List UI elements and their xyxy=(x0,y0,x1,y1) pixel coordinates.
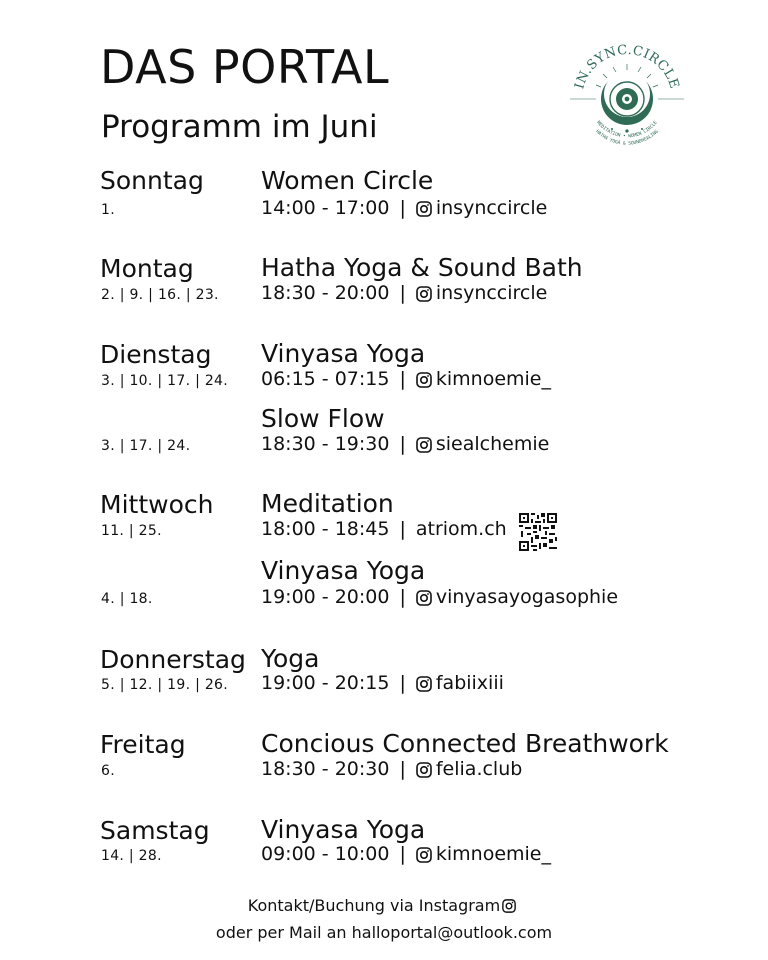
instagram-icon xyxy=(416,201,432,217)
event-time-row xyxy=(261,435,549,454)
event-title: Hatha Yoga & Sound Bath xyxy=(261,253,583,282)
dates-dienstag-2: 3. | 17. | 24. xyxy=(101,438,191,454)
instagram-icon xyxy=(416,286,432,302)
day-label-samstag: Samstag xyxy=(100,816,210,845)
dates-samstag: 14. | 28. xyxy=(101,848,162,864)
instagram-icon xyxy=(416,437,432,453)
day-label-dienstag: Dienstag xyxy=(100,340,212,369)
separator: | xyxy=(399,843,406,865)
event-title: Vinyasa Yoga xyxy=(261,815,426,844)
logo-text-bottom2: HATHA YOGA & SOUNDHEALING xyxy=(594,129,660,147)
instagram-icon xyxy=(416,590,432,606)
event-title: Slow Flow xyxy=(261,404,385,433)
event-time: 18:00 - 18:45 xyxy=(261,518,390,540)
dates-montag: 2. | 9. | 16. | 23. xyxy=(101,287,219,303)
instagram-handle[interactable]: vinyasayogasophie xyxy=(435,586,619,608)
day-label-montag: Montag xyxy=(100,254,194,283)
event-time-row xyxy=(261,760,522,779)
dates-mittwoch: 11. | 25. xyxy=(101,523,162,539)
event-time: 18:30 - 20:00 xyxy=(261,282,390,304)
logo-text-top: IN.SYNC.CIRCLE xyxy=(572,42,682,91)
event-time: 14:00 - 17:00 xyxy=(261,197,390,219)
event-time: 19:00 - 20:00 xyxy=(261,586,390,608)
event-time-row xyxy=(261,520,507,539)
event-title: Women Circle xyxy=(261,166,434,195)
dates-dienstag: 3. | 10. | 17. | 24. xyxy=(101,373,229,389)
instagram-handle[interactable]: fabiixiii xyxy=(435,672,504,694)
separator: | xyxy=(399,672,406,694)
event-title: Concious Connected Breathwork xyxy=(261,729,669,758)
event-time-row xyxy=(261,845,551,864)
instagram-handle[interactable]: siealchemie xyxy=(435,433,550,455)
footer-mail-line[interactable]: oder per Mail an halloportal@outlook.com xyxy=(215,923,553,942)
instagram-handle[interactable]: kimnoemie_ xyxy=(435,843,551,865)
website-link[interactable]: atriom.ch xyxy=(415,518,507,540)
event-time-row xyxy=(261,588,618,607)
instagram-handle[interactable]: insynccircle xyxy=(435,282,548,304)
insync-circle-logo xyxy=(568,40,686,158)
event-time: 18:30 - 20:30 xyxy=(261,758,390,780)
day-label-sonntag: Sonntag xyxy=(100,166,204,195)
instagram-icon xyxy=(416,372,432,388)
footer-contact-text: Kontakt/Buchung via Instagram xyxy=(247,896,501,915)
logo-text-bottom1: MEDITATION • WOMEN CIRCLE xyxy=(595,120,659,140)
dates-mittwoch-2: 4. | 18. xyxy=(101,591,153,607)
event-title: Vinyasa Yoga xyxy=(261,556,426,585)
event-title: Vinyasa Yoga xyxy=(261,339,426,368)
separator: | xyxy=(399,282,406,304)
day-label-donnerstag: Donnerstag xyxy=(100,645,246,674)
page-title: DAS PORTAL xyxy=(100,40,390,94)
event-time-row xyxy=(261,284,547,303)
page-subtitle: Programm im Juni xyxy=(101,109,378,145)
event-time: 06:15 - 07:15 xyxy=(261,368,390,390)
event-time: 09:00 - 10:00 xyxy=(261,843,390,865)
day-label-freitag: Freitag xyxy=(100,730,186,759)
dates-sonntag: 1. xyxy=(101,202,115,218)
event-title: Yoga xyxy=(261,644,320,673)
event-title: Meditation xyxy=(261,489,394,518)
event-time-row xyxy=(261,370,551,389)
event-time: 19:00 - 20:15 xyxy=(261,672,390,694)
separator: | xyxy=(399,433,406,455)
instagram-handle[interactable]: kimnoemie_ xyxy=(435,368,551,390)
event-time-row xyxy=(261,199,547,218)
instagram-icon xyxy=(416,847,432,863)
instagram-icon xyxy=(416,762,432,778)
event-time-row xyxy=(261,674,504,693)
footer-contact-line xyxy=(0,898,768,914)
separator: | xyxy=(399,758,406,780)
separator: | xyxy=(399,368,406,390)
instagram-handle[interactable]: insynccircle xyxy=(435,197,548,219)
dates-freitag: 6. xyxy=(101,763,115,779)
dates-donnerstag: 5. | 12. | 19. | 26. xyxy=(101,677,229,693)
instagram-icon xyxy=(416,676,432,692)
instagram-handle[interactable]: felia.club xyxy=(435,758,523,780)
instagram-icon[interactable] xyxy=(502,899,516,913)
separator: | xyxy=(399,197,406,219)
separator: | xyxy=(399,586,406,608)
separator: | xyxy=(399,518,406,540)
qr-code-icon xyxy=(519,513,557,551)
day-label-mittwoch: Mittwoch xyxy=(100,490,214,519)
event-time: 18:30 - 19:30 xyxy=(261,433,390,455)
